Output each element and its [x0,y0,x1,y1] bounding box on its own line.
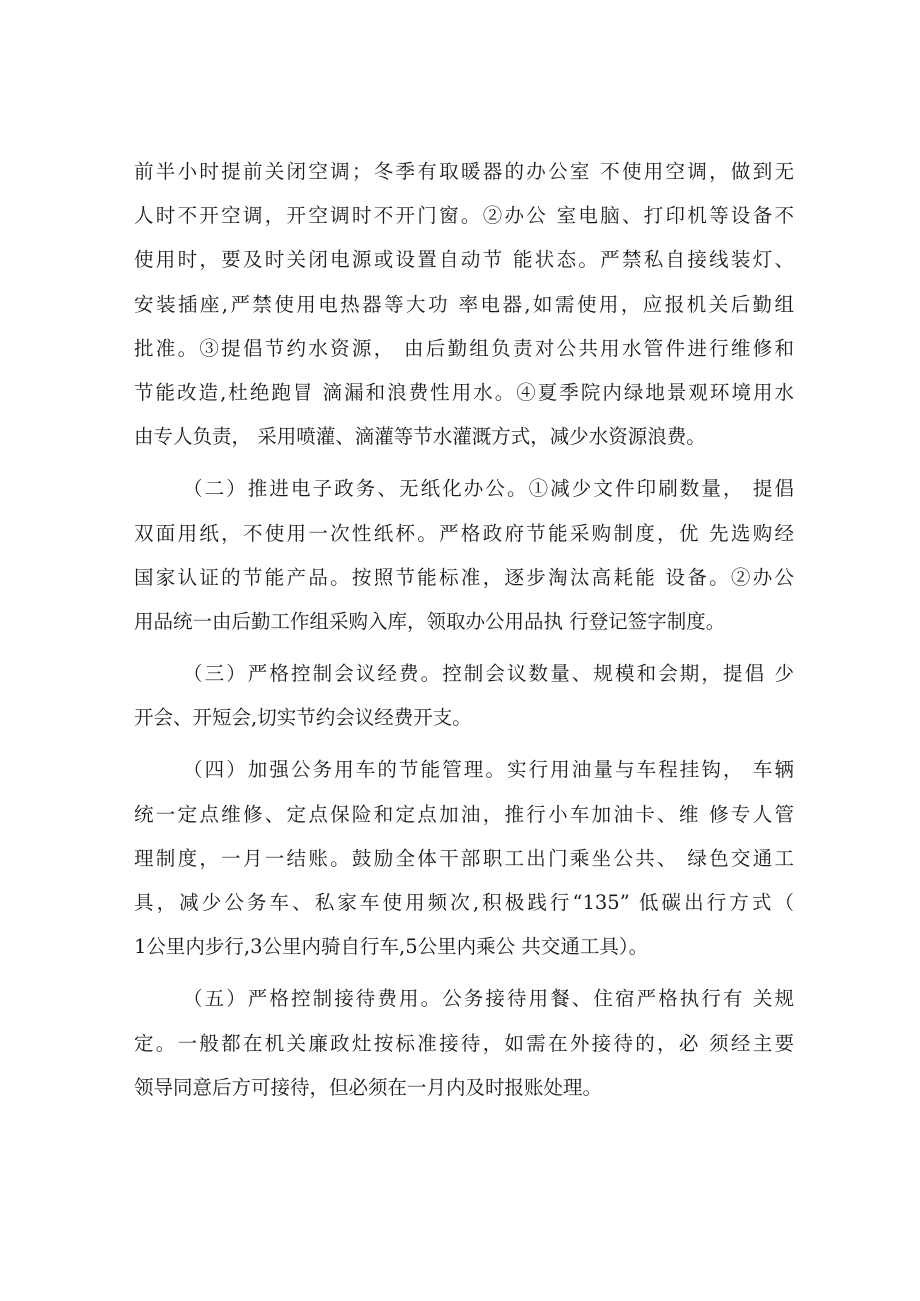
text-line: 安装插座,严禁使用电热器等大功 率电器,如需使用，应报机关后勤组 [134,292,794,316]
text-line: （四）加强公务用车的节能管理。实行用油量与车程挂钩， 车辆 [183,758,794,782]
text-line: 领导同意后方可接待，但必须在一月内及时报账处理。 [134,1075,603,1099]
text-line: 统一定点维修、定点保险和定点加油，推行小车加油卡、维 修专人管 [134,802,794,826]
text-line: 用品统一由后勤工作组采购入库，领取办公用品执 行登记签字制度。 [134,609,726,633]
document-body [134,150,794,1110]
text-line: 国家认证的节能产品。按照节能标准，逐步淘汰高耗能 设备。②办公 [134,565,794,589]
paragraph-vehicle-management [134,748,794,969]
paragraph-paperless-office [134,467,794,644]
text-line: （三）严格控制会议经费。控制会议数量、规模和会期，提倡 少 [183,662,794,686]
text-line: 批准。③提倡节约水资源， 由后勤组负责对公共用水管件进行维修和 [134,336,794,360]
text-line: 人时不开空调，开空调时不开门窗。②办公 室电脑、打印机等设备不 [134,204,794,228]
text-line: 节能改造,杜绝跑冒 滴漏和浪费性用水。④夏季院内绿地景观环境用水 [134,380,794,404]
text-line: 开会、开短会,切实节约会议经费开支。 [134,706,472,730]
paragraph-reception-expenses [134,977,794,1110]
text-line: 具，减少公务车、私家车使用频次,积极践行“135” 低碳出行方式（ [134,891,794,914]
text-line: 理制度，一月一结账。鼓励全体干部职工出门乘坐公共、 绿色交通工 [134,846,794,870]
text-line: 前半小时提前关闭空调；冬季有取暖器的办公室 不使用空调，做到无 [134,160,794,183]
text-line: 双面用纸，不使用一次性纸杯。严格政府节能采购制度，优 先选购经 [134,521,794,545]
text-line: 定。一般都在机关廉政灶按标准接待，如需在外接待的，必 须经主要 [134,1031,794,1055]
paragraph-meeting-expenses [134,652,794,740]
text-line: （二）推进电子政务、无纸化办公。①减少文件印刷数量， 提倡 [183,477,794,501]
text-line: 使用时，要及时关闭电源或设置自动节 能状态。严禁私自接线装灯、 [134,248,794,272]
text-line: （五）严格控制接待费用。公务接待用餐、住宿严格执行有 关规 [183,987,794,1011]
text-line: 由专人负责， 采用喷灌、滴灌等节水灌溉方式，减少水资源浪费。 [134,425,706,449]
paragraph-energy-saving-equipment [134,150,794,459]
text-line: 1公里内步行,3公里内骑自行车,5公里内乘公 共交通工具）。 [134,935,649,959]
